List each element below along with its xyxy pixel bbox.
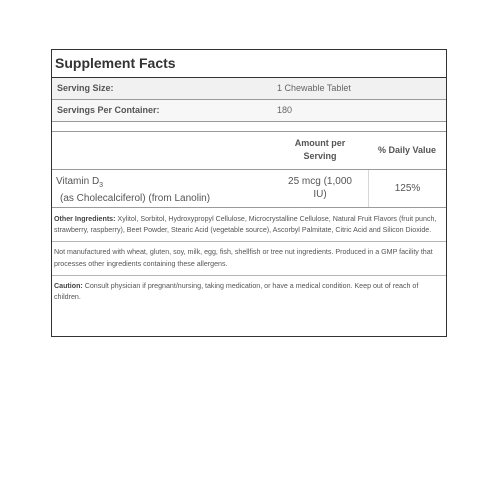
column-header-row bbox=[52, 132, 446, 170]
section-spacer bbox=[52, 122, 446, 132]
servings-per-container-row bbox=[52, 100, 446, 122]
caution-label: Caution: bbox=[54, 281, 83, 290]
divider bbox=[52, 275, 446, 276]
nutrient-name-cell bbox=[52, 170, 272, 207]
serving-size-row bbox=[52, 78, 446, 100]
nutrient-source: (as Cholecalciferol) (from Lanolin) bbox=[60, 193, 211, 204]
column-header-daily-value: % Daily Value bbox=[377, 145, 437, 155]
column-header-blank bbox=[52, 132, 272, 169]
nutrient-row bbox=[52, 170, 446, 208]
notes-section bbox=[52, 208, 446, 303]
allergen-statement: Not manufactured with wheat, gluten, soy, milk, egg, fish, shellfish or tree nut ingredients. Produced in a GMP facility that processes other ingredients containing these allergens. bbox=[54, 248, 433, 268]
divider bbox=[52, 241, 446, 242]
column-header-amount-line1: Amount per bbox=[294, 138, 346, 148]
servings-per-container-value: 180 bbox=[277, 105, 293, 115]
panel-title: Supplement Facts bbox=[52, 50, 446, 78]
other-ingredients-label: Other Ingredients: bbox=[54, 215, 116, 223]
column-header-amount-line2: Serving bbox=[303, 151, 337, 161]
nutrient-daily-value: 125% bbox=[368, 170, 446, 207]
servings-per-container-label: Servings Per Container: bbox=[57, 105, 160, 115]
nutrient-subscript: 3 bbox=[99, 182, 104, 189]
nutrient-amount-line2: IU) bbox=[313, 189, 327, 200]
supplement-facts-panel bbox=[51, 49, 447, 337]
nutrient-amount bbox=[272, 170, 368, 207]
other-ingredients-text: Xylitol, Sorbitol, Hydroxypropyl Cellulose, Microcrystalline Cellulose, Natural Fruit Flavors (fruit punch, strawberry, raspberry), Beet Powder, Stearic Acid (vegetable source), Ascorbyl Palmitate, Citric Acid and Silicon Dioxide. bbox=[54, 215, 437, 235]
nutrient-amount-line1: 25 mcg (1,000 bbox=[288, 176, 352, 187]
caution-statement bbox=[54, 281, 444, 303]
serving-size-value: 1 Chewable Tablet bbox=[277, 83, 351, 93]
column-header-amount bbox=[272, 132, 368, 169]
serving-size-label: Serving Size: bbox=[57, 83, 114, 93]
other-ingredients bbox=[54, 214, 444, 236]
nutrient-name: Vitamin D bbox=[56, 176, 100, 187]
caution-text: Consult physician if pregnant/nursing, taking medication, or have a medical condition. Keep out of reach of children. bbox=[54, 281, 419, 302]
